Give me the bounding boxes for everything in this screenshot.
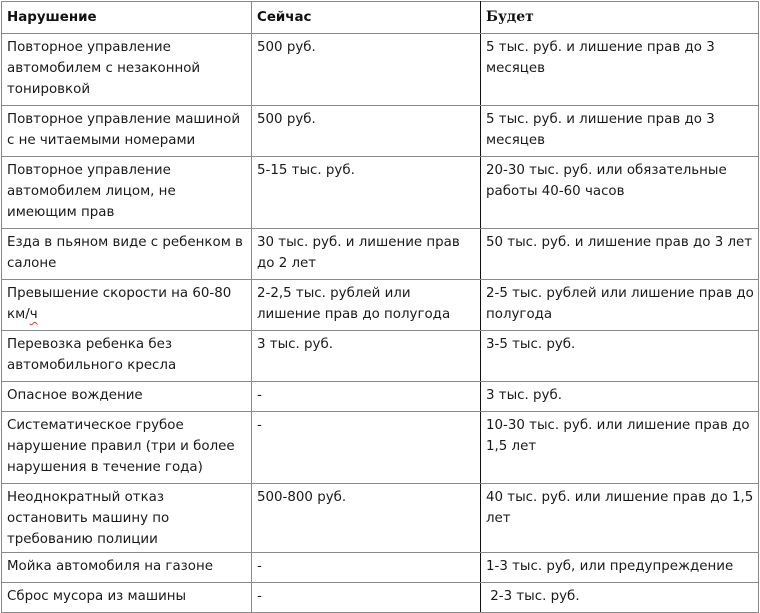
cell-will-be: 2-5 тыс. рублей или лишение прав до полугода	[481, 280, 759, 331]
table-row	[2, 229, 759, 280]
spellcheck-underline: ч	[29, 307, 38, 322]
cell-will-be: 10-30 тыс. руб. или лишение прав до 1,5 лет	[481, 412, 759, 484]
cell-violation: Повторное управление автомобилем лицом, не имеющим прав	[2, 157, 252, 229]
table-row	[2, 412, 759, 484]
cell-will-be: 50 тыс. руб. и лишение прав до 3 лет	[481, 229, 759, 280]
table-row	[2, 280, 759, 331]
cell-now: 500-800 руб.	[252, 484, 481, 553]
cell-will-be: 1-3 тыс. руб, или предупреждение	[481, 553, 759, 583]
header-will-be: Будет	[481, 2, 759, 34]
table-row	[2, 553, 759, 583]
cell-now: -	[252, 412, 481, 484]
cell-now: -	[252, 583, 481, 613]
cell-violation: Сброс мусора из машины	[2, 583, 252, 613]
cell-will-be: 2-3 тыс. руб.	[481, 583, 759, 613]
table-row	[2, 34, 759, 106]
cell-now: 3 тыс. руб.	[252, 331, 481, 382]
cell-now: 2-2,5 тыс. рублей или лишение прав до полугода	[252, 280, 481, 331]
table-row	[2, 583, 759, 613]
table-row	[2, 106, 759, 157]
cell-will-be: 5 тыс. руб. и лишение прав до 3 месяцев	[481, 34, 759, 106]
table-row	[2, 331, 759, 382]
cell-violation: Перевозка ребенка без автомобильного кресла	[2, 331, 252, 382]
cell-will-be: 3 тыс. руб.	[481, 382, 759, 412]
cell-will-be: 5 тыс. руб. и лишение прав до 3 месяцев	[481, 106, 759, 157]
cell-violation: Повторное управление машиной с не читаемыми номерами	[2, 106, 252, 157]
header-violation: Нарушение	[2, 2, 252, 34]
violation-text: Превышение скорости на 60-80 км/	[7, 286, 232, 322]
cell-will-be: 3-5 тыс. руб.	[481, 331, 759, 382]
cell-will-be: 20-30 тыс. руб. или обязательные работы 40-60 часов	[481, 157, 759, 229]
table-header-row	[2, 2, 759, 34]
cell-violation: Езда в пьяном виде с ребенком в салоне	[2, 229, 252, 280]
cell-will-be: 40 тыс. руб. или лишение прав до 1,5 лет	[481, 484, 759, 553]
cell-violation: Повторное управление автомобилем с незаконной тонировкой	[2, 34, 252, 106]
cell-now: -	[252, 553, 481, 583]
table-row	[2, 157, 759, 229]
cell-violation	[2, 280, 252, 331]
cell-now: 500 руб.	[252, 106, 481, 157]
fines-comparison-table	[1, 1, 759, 613]
header-now: Сейчас	[252, 2, 481, 34]
table-row	[2, 382, 759, 412]
cell-now: 500 руб.	[252, 34, 481, 106]
cell-now: 30 тыс. руб. и лишение прав до 2 лет	[252, 229, 481, 280]
cell-violation: Мойка автомобиля на газоне	[2, 553, 252, 583]
cell-now: 5-15 тыс. руб.	[252, 157, 481, 229]
cell-violation: Неоднократный отказ остановить машину по требованию полиции	[2, 484, 252, 553]
table-row	[2, 484, 759, 553]
cell-violation: Систематическое грубое нарушение правил (три и более нарушения в течение года)	[2, 412, 252, 484]
cell-violation: Опасное вождение	[2, 382, 252, 412]
cell-now: -	[252, 382, 481, 412]
